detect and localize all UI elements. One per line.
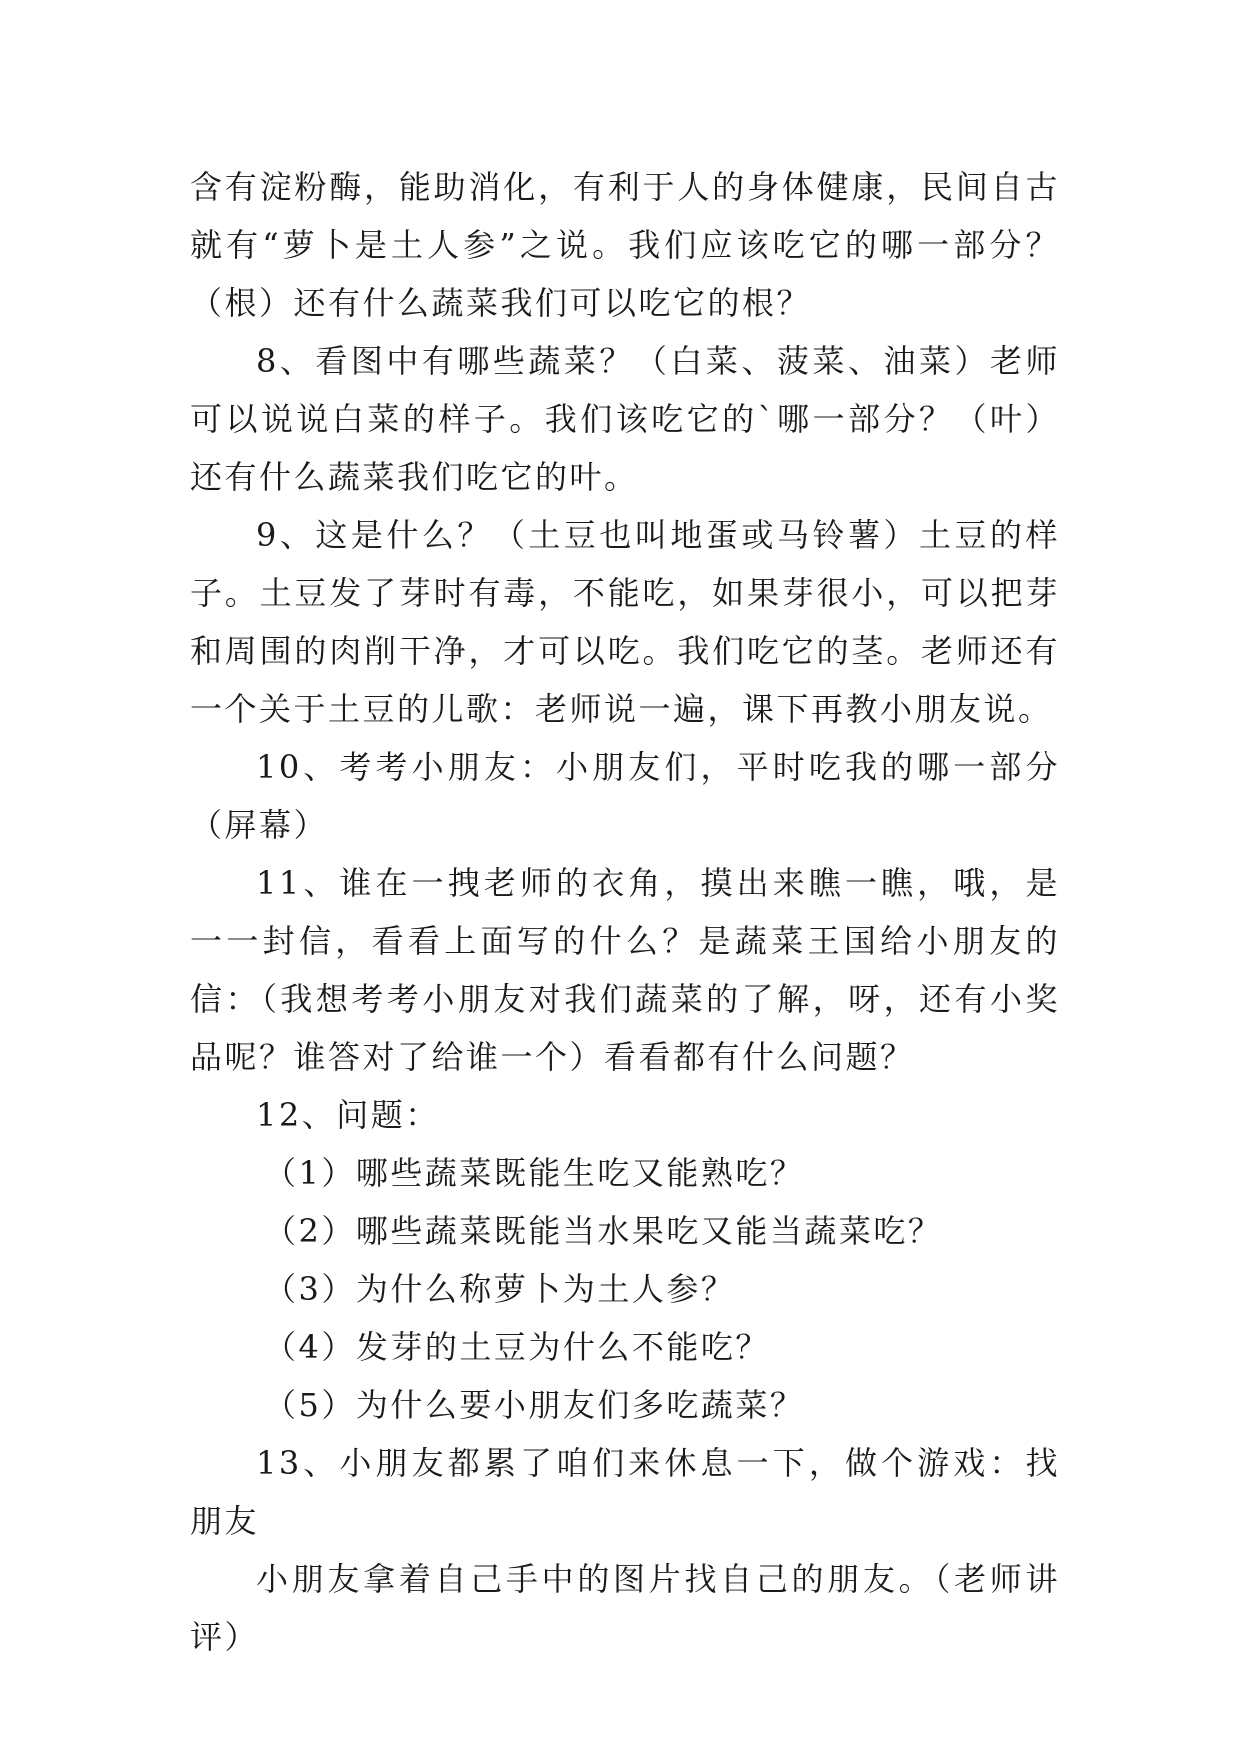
paragraph-radish-continued: 含有淀粉酶，能助消化，有利于人的身体健康，民间自古就有“萝卜是土人参”之说。我们应该吃它的哪一部分？（根）还有什么蔬菜我们可以吃它的根？	[190, 168, 1060, 322]
paragraph-item-13-continued: 小朋友拿着自己手中的图片找自己的朋友。（老师讲评）	[190, 1560, 1060, 1656]
question-2: （2）哪些蔬菜既能当水果吃又能当蔬菜吃？	[264, 1212, 943, 1250]
question-5: （5）为什么要小朋友们多吃蔬菜？	[264, 1386, 805, 1424]
paragraph-item-13: 13、小朋友都累了咱们来休息一下，做个游戏：找朋友	[190, 1444, 1060, 1540]
paragraph-item-8: 8、看图中有哪些蔬菜？（白菜、菠菜、油菜）老师可以说说白菜的样子。我们该吃它的`哪一部分？（叶）还有什么蔬菜我们吃它的叶。	[190, 342, 1060, 496]
paragraph-item-10: 10、考考小朋友：小朋友们，平时吃我的哪一部分（屏幕）	[190, 748, 1060, 844]
document-body	[190, 158, 1060, 1666]
paragraph-item-9: 9、这是什么？（土豆也叫地蛋或马铃薯）土豆的样子。土豆发了芽时有毒，不能吃，如果芽很小，可以把芽和周围的肉削干净，才可以吃。我们吃它的茎。老师还有一个关于土豆的儿歌：老师说一遍，课下再教小朋友说。	[190, 516, 1060, 728]
question-1: （1）哪些蔬菜既能生吃又能熟吃？	[264, 1154, 805, 1192]
paragraph-item-12: 12、问题：	[256, 1096, 440, 1134]
question-4: （4）发芽的土豆为什么不能吃？	[264, 1328, 770, 1366]
paragraph-item-11: 11、谁在一拽老师的衣角，摸出来瞧一瞧，哦，是一一封信，看看上面写的什么？是蔬菜王国给小朋友的信：（我想考考小朋友对我们蔬菜的了解，呀，还有小奖品呢？谁答对了给谁一个）看看都有什么问题？	[190, 864, 1060, 1076]
question-3: （3）为什么称萝卜为土人参？	[264, 1270, 736, 1308]
